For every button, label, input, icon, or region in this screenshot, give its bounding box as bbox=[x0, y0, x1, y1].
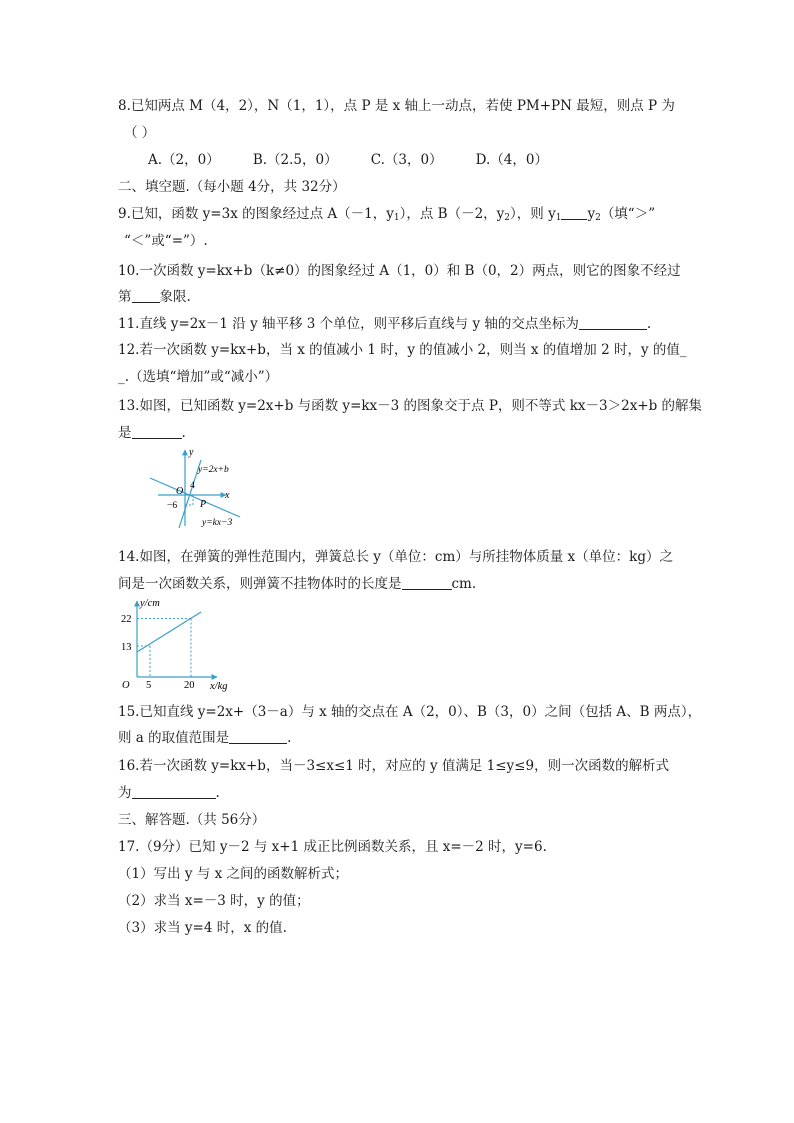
q14-tick-13: 13 bbox=[121, 642, 132, 653]
q13-line2-label: y=kx−3 bbox=[202, 518, 233, 528]
q13-figure bbox=[140, 444, 255, 532]
q13-tick-4: 4 bbox=[190, 481, 195, 491]
q8-option-b: B.（2.5，0） bbox=[252, 152, 338, 168]
q17-part-2: （2）求当 x=－3 时，y 的值； bbox=[118, 893, 310, 909]
q14-pre: 间是一次函数关系，则弹簧不挂物体时的长度是 bbox=[118, 576, 402, 592]
q11-stem bbox=[118, 315, 651, 333]
q14-tick-5: 5 bbox=[146, 680, 152, 691]
q13-point-p-label: P bbox=[200, 499, 207, 510]
q16-answer-blank[interactable] bbox=[132, 785, 216, 799]
q13-origin-label: O bbox=[176, 486, 184, 497]
q16-line2 bbox=[118, 784, 220, 802]
q16-pre: 为 bbox=[118, 785, 132, 801]
q13-pre: 是 bbox=[118, 425, 132, 441]
q9-text-d: y bbox=[587, 206, 596, 222]
q10-stem: 10.一次函数 y=kx+b（k≠0）的图象经过 A（1，0）和 B（0，2）两点，则它的图象不经过 bbox=[118, 263, 681, 279]
q9-text-c: ），则 y bbox=[510, 206, 556, 222]
q11-post: . bbox=[646, 316, 652, 332]
section-3-heading: 三、解答题.（共 56分） bbox=[118, 812, 266, 828]
q9-sub-3: 1 bbox=[555, 213, 562, 223]
q12-stem: 12.若一次函数 y=kx+b，当 x 的值减小 1 时，y 的值减小 2，则当 x 的值增加 2 时，y 的值_ bbox=[118, 342, 687, 358]
q8-option-a: A.（2，0） bbox=[148, 152, 220, 168]
q8-stem: 8.已知两点 M（4，2），N（1，1），点 P 是 x 轴上一动点，若使 PM+PN 最短，则点 P 为 bbox=[118, 98, 675, 114]
q14-tick-22: 22 bbox=[121, 614, 132, 625]
q17-part-1: （1）写出 y 与 x 之间的函数解析式； bbox=[118, 866, 348, 882]
q13-post: . bbox=[181, 425, 186, 441]
q9-line2: “＜”或“=”）. bbox=[124, 233, 208, 249]
q8-option-c: C.（3，0） bbox=[370, 152, 443, 168]
q10-answer-blank[interactable] bbox=[132, 289, 160, 303]
q9-text-e: （填“＞” bbox=[600, 206, 656, 222]
q9-sub-4: 2 bbox=[595, 213, 601, 223]
q8-option-d: D.（4，0） bbox=[475, 152, 548, 168]
q14-figure bbox=[115, 594, 245, 694]
q16-post: . bbox=[215, 785, 220, 801]
q14-line2 bbox=[118, 575, 476, 593]
q14-stem: 14.如图，在弹簧的弹性范围内，弹簧总长 y（单位：cm）与所挂物体质量 x（单位：kg）之 bbox=[118, 549, 673, 565]
q11-answer-blank[interactable] bbox=[579, 316, 647, 330]
q15-post: . bbox=[287, 730, 292, 746]
q12-line2: _.（选填“增加”或“减小”） bbox=[118, 369, 279, 385]
q13-x-label: x bbox=[225, 490, 230, 501]
section-2-heading: 二、填空题.（每小题 4分，共 32分） bbox=[118, 179, 346, 195]
q14-y-label: y/cm bbox=[140, 598, 160, 609]
q8-options bbox=[148, 151, 548, 169]
q13-line1-label: y=2x+b bbox=[198, 465, 229, 475]
q13-line2 bbox=[118, 424, 186, 442]
q9-answer-blank[interactable] bbox=[561, 206, 587, 220]
q15-line2 bbox=[118, 729, 291, 747]
q13-y-label: y bbox=[189, 447, 194, 458]
q9-sub-2: 2 bbox=[504, 213, 511, 223]
q13-stem: 13.如图，已知函数 y=2x+b 与函数 y=kx－3 的图象交于点 P，则不等式 kx－3＞2x+b 的解集 bbox=[118, 398, 703, 414]
q10-pre: 第 bbox=[118, 289, 132, 305]
q9-sub-1: 1 bbox=[393, 213, 400, 223]
q14-x-label: x/kg bbox=[210, 681, 228, 692]
q9-text-b: ），点 B（－2，y bbox=[399, 206, 505, 222]
q14-post: cm. bbox=[451, 576, 477, 592]
q16-stem: 16.若一次函数 y=kx+b，当－3≤x≤1 时，对应的 y 值满足 1≤y≤9，则一次函数的解析式 bbox=[118, 758, 670, 774]
q13-tick-minus-6: −6 bbox=[167, 501, 178, 511]
q10-line2 bbox=[118, 288, 191, 306]
q17-part-3: （3）求当 y=4 时，x 的值. bbox=[118, 920, 287, 936]
q14-answer-blank[interactable] bbox=[402, 576, 452, 590]
q11-pre: 11.直线 y=2x－1 沿 y 轴平移 3 个单位，则平移后直线与 y 轴的交点坐标为 bbox=[118, 316, 579, 332]
q9-text-a: 9.已知，函数 y=3x 的图象经过点 A（－1，y bbox=[118, 206, 394, 222]
q14-tick-20: 20 bbox=[184, 680, 195, 691]
q15-stem: 15.已知直线 y=2x+（3－a）与 x 轴的交点在 A（2，0）、B（3，0）之间（包括 A、B 两点）， bbox=[118, 704, 702, 720]
q9-stem bbox=[118, 205, 655, 227]
q13-answer-blank[interactable] bbox=[132, 425, 182, 439]
q14-origin-label: O bbox=[122, 680, 130, 691]
q17-stem: 17.（9分）已知 y－2 与 x+1 成正比例函数关系，且 x=－2 时，y=6. bbox=[118, 839, 547, 855]
q10-post: 象限. bbox=[159, 289, 191, 305]
q15-answer-blank[interactable] bbox=[229, 730, 287, 744]
q8-answer-paren: （ ） bbox=[124, 125, 156, 141]
q15-pre: 则 a 的取值范围是 bbox=[118, 730, 230, 746]
